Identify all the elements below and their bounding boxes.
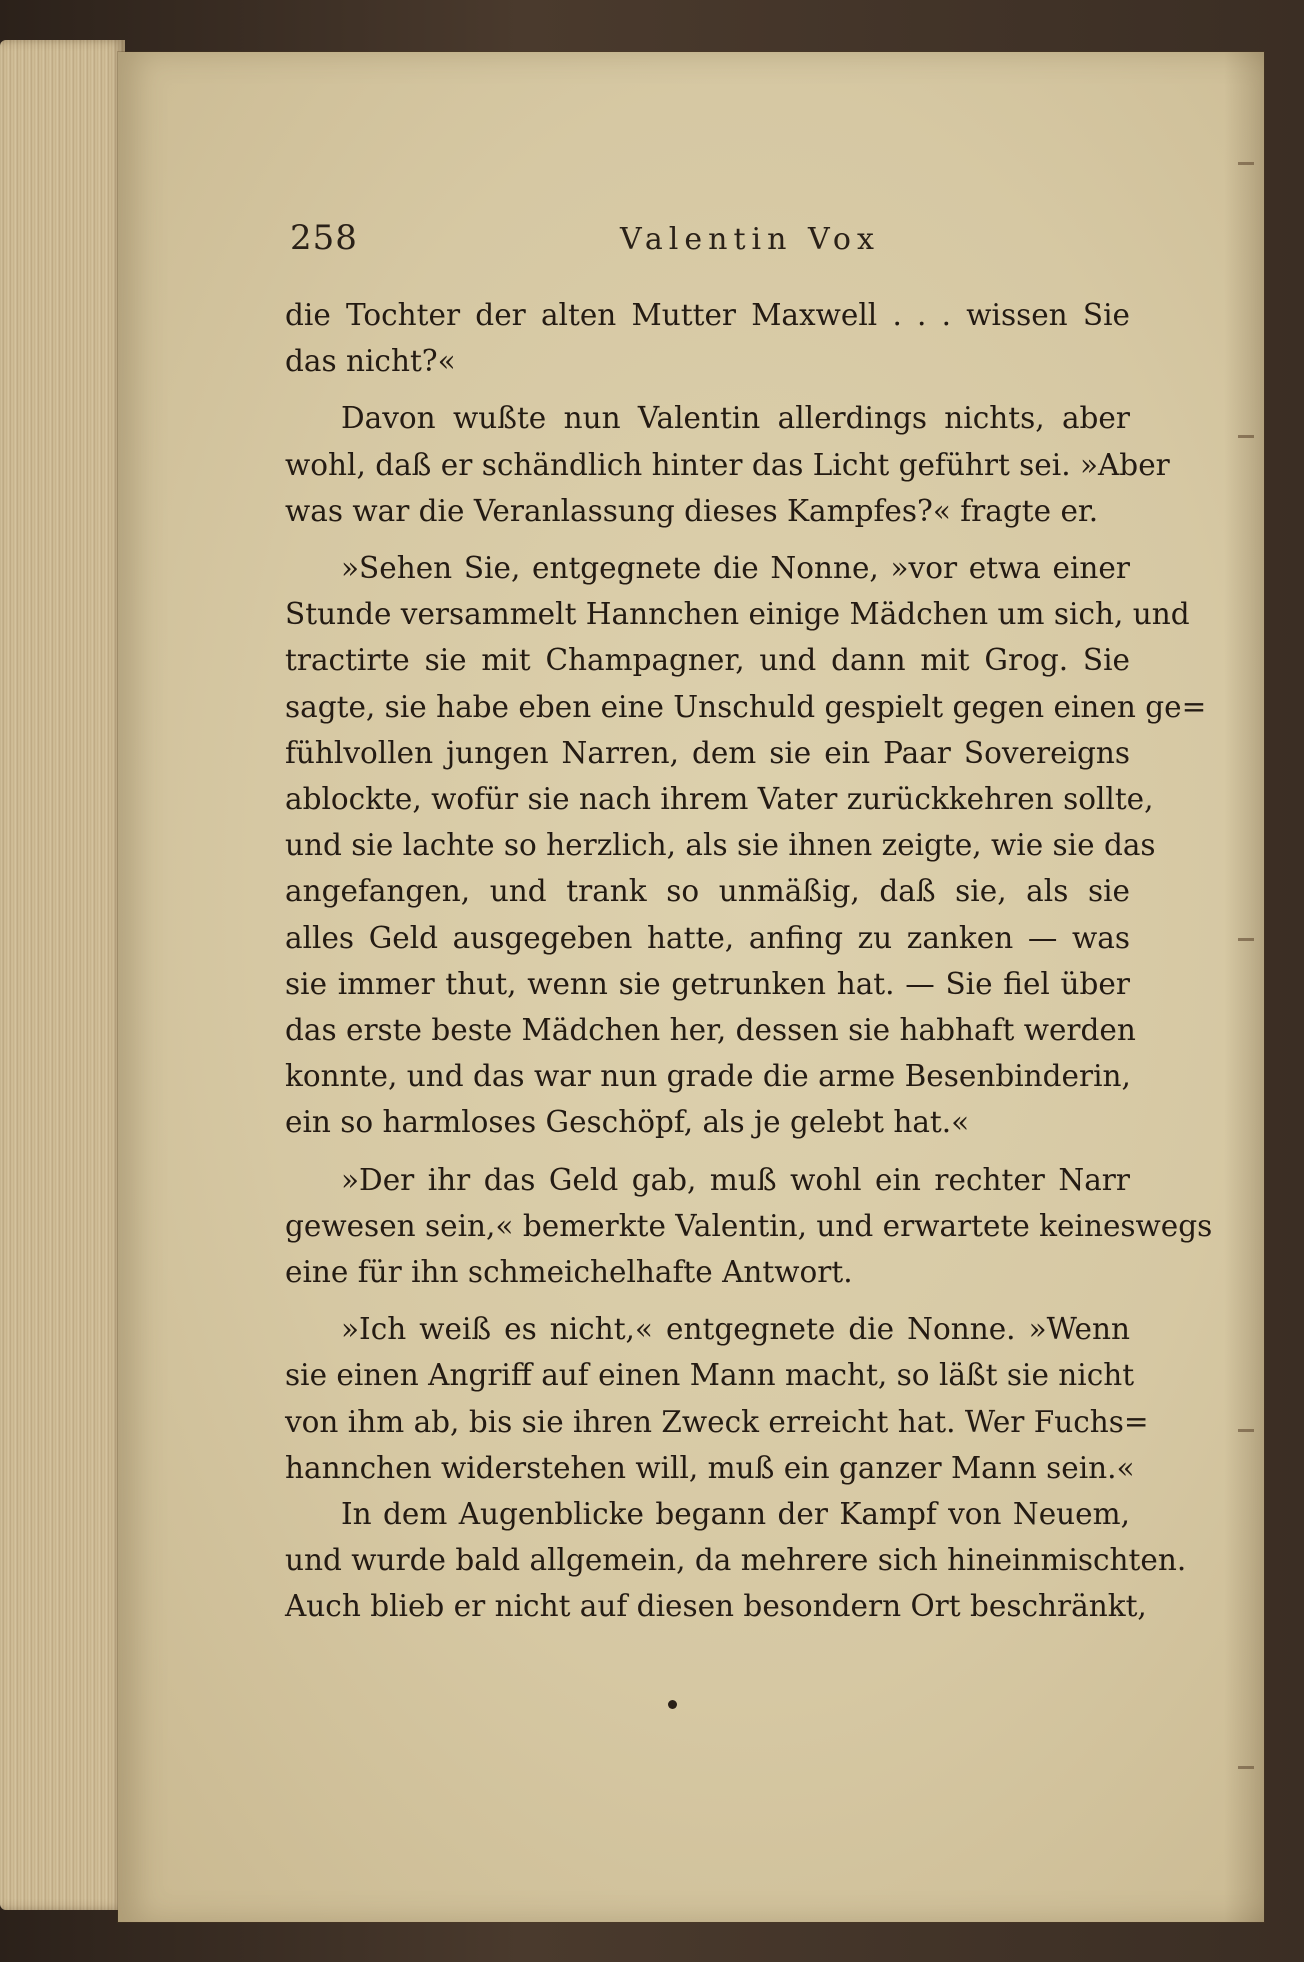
edge-mark — [1238, 1766, 1254, 1769]
edge-mark — [1238, 938, 1254, 941]
text-line: von ihm ab, bis sie ihren Zweck erreicht hat. Wer Fuchs= — [285, 1404, 1149, 1439]
text-line: und sie lachte so herzlich, als sie ihnen zeigte, wie sie das — [285, 828, 1156, 863]
text-line: In dem Augenblicke begann der Kampf von Neuem, — [341, 1497, 1130, 1532]
signature-mark — [668, 1700, 677, 1709]
running-head — [290, 218, 1120, 262]
text-line: gewesen sein,« bemerkte Valentin, und erwartete keineswegs — [285, 1208, 1213, 1243]
paragraph-gap — [285, 1146, 1130, 1157]
page-edges — [0, 40, 125, 1910]
text-line: fühlvollen jungen Narren, dem sie ein Paar Sovereigns — [285, 735, 1130, 770]
text-line: »Der ihr das Geld gab, muß wohl ein rechter Narr — [341, 1162, 1130, 1197]
running-title: Valentin Vox — [620, 222, 880, 257]
text-line: Auch blieb er nicht auf diesen besondern Ort beschränkt, — [285, 1589, 1147, 1624]
paragraph — [285, 1491, 1187, 1630]
edge-mark — [1238, 162, 1254, 165]
edge-mark — [1238, 435, 1254, 438]
paragraph-gap — [285, 534, 1130, 545]
text-line: ein so harmloses Geschöpf, als je gelebt hat.« — [285, 1105, 970, 1140]
text-line: und wurde bald allgemein, da mehrere sich hineinmischten. — [285, 1543, 1187, 1578]
text-line: konnte, und das war nun grade die arme Besenbinderin, — [285, 1059, 1131, 1094]
paragraph — [285, 1306, 1149, 1491]
paragraph-gap — [285, 384, 1130, 395]
paragraph — [285, 1157, 1213, 1296]
text-line: das erste beste Mädchen her, dessen sie habhaft werden — [285, 1013, 1136, 1048]
text-line: tractirte sie mit Champagner, und dann mit Grog. Sie — [285, 643, 1130, 678]
text-line: »Sehen Sie, entgegnete die Nonne, »vor etwa einer — [341, 551, 1130, 586]
text-line: ablockte, wofür sie nach ihrem Vater zurückkehren sollte, — [285, 782, 1154, 817]
text-line: alles Geld ausgegeben hatte, anfing zu zanken — was — [285, 920, 1130, 955]
text-line: wohl, daß er schändlich hinter das Licht geführt sei. »Aber — [285, 447, 1170, 482]
paragraph-gap — [285, 1295, 1130, 1306]
text-line: sie immer thut, wenn sie getrunken hat. — Sie fiel über — [285, 966, 1130, 1001]
body-text — [285, 292, 1213, 1630]
text-line: das nicht?« — [285, 344, 456, 379]
text-line: angefangen, und trank so unmäßig, daß sie, als sie — [285, 874, 1130, 909]
text-line: Davon wußte nun Valentin allerdings nichts, aber — [341, 401, 1130, 436]
text-line: sagte, sie habe eben eine Unschuld gespielt gegen einen ge= — [285, 689, 1207, 724]
text-line: Stunde versammelt Hannchen einige Mädchen um sich, und — [285, 597, 1190, 632]
paragraph — [285, 395, 1170, 534]
text-line: hannchen widerstehen will, muß ein ganzer Mann sein.« — [285, 1450, 1135, 1485]
paragraph — [285, 292, 1130, 384]
text-line: die Tochter der alten Mutter Maxwell . . . wissen Sie — [285, 298, 1130, 332]
text-line: was war die Veranlassung dieses Kampfes?« fragte er. — [285, 493, 1099, 528]
page-number: 258 — [290, 218, 358, 258]
paragraph — [285, 545, 1207, 1146]
text-line: »Ich weiß es nicht,« entgegnete die Nonne. »Wenn — [341, 1312, 1130, 1347]
edge-mark — [1238, 1429, 1254, 1432]
text-line: eine für ihn schmeichelhafte Antwort. — [285, 1255, 853, 1290]
text-line: sie einen Angriff auf einen Mann macht, so läßt sie nicht — [285, 1358, 1135, 1393]
